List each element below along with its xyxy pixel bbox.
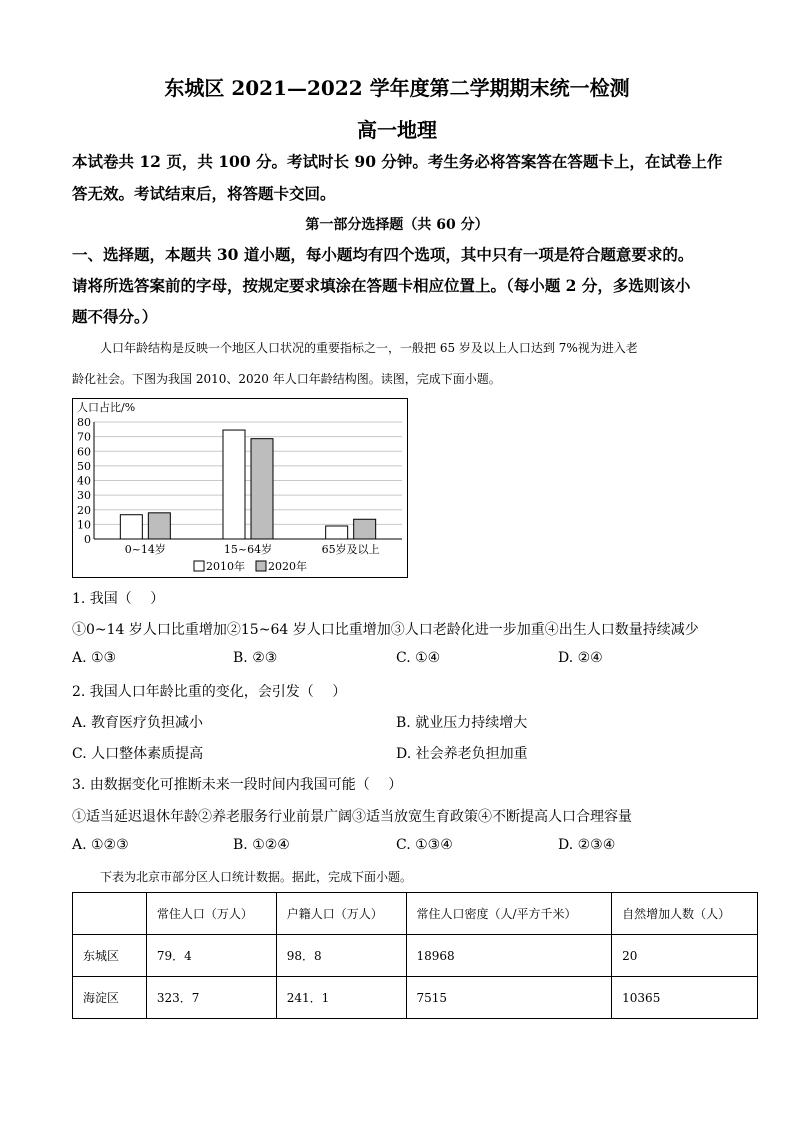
bar-2020年 <box>354 519 376 539</box>
q1-option-d[interactable]: D. ②④ <box>558 650 603 666</box>
q3-statements: ①适当延迟退休年龄②养老服务行业前景广阔③适当放宽生育政策④不断提高人口合理容量 <box>72 809 632 825</box>
bar-2020年 <box>251 439 273 539</box>
q3-option-c[interactable]: C. ①③④ <box>396 837 453 853</box>
category-label: 65岁及以上 <box>321 543 380 556</box>
legend-label: 2020年 <box>268 560 307 573</box>
table-cell: 79．4 <box>146 935 276 977</box>
bar-2020年 <box>148 513 170 539</box>
q1-stem: 1. 我国（ ） <box>72 591 165 607</box>
passage2-intro: 下表为北京市部分区人口统计数据。据此，完成下面小题。 <box>100 870 413 884</box>
bar-2010年 <box>326 526 348 539</box>
instructions-line-2: 答无效。考试结束后，将答题卡交回。 <box>72 184 336 203</box>
q1-option-a[interactable]: A. ①③ <box>72 650 117 666</box>
q2-option-a[interactable]: A. 教育医疗负担减小 <box>72 715 204 731</box>
category-label: 15~64岁 <box>223 543 273 556</box>
bar-2010年 <box>120 515 142 539</box>
table-header-cell: 自然增加人数（人） <box>612 893 758 935</box>
q3-stem: 3. 由数据变化可推断未来一段时间内我国可能（ ） <box>72 777 403 793</box>
q2-stem: 2. 我国人口年龄比重的变化，会引发（ ） <box>72 684 347 700</box>
table-header-cell: 户籍人口（万人） <box>276 893 406 935</box>
q2-option-c[interactable]: C. 人口整体素质提高 <box>72 746 204 762</box>
y-tick-label: 50 <box>77 459 91 473</box>
table-cell: 241．1 <box>276 977 406 1019</box>
exam-subtitle: 高一地理 <box>357 118 437 142</box>
table-cell: 7515 <box>406 977 612 1019</box>
legend-label: 2010年 <box>206 560 245 573</box>
table-row <box>73 977 758 1019</box>
instructions-line-1: 本试卷共 12 页，共 100 分。考试时长 90 分钟。考生务必将答案答在答题卡上，在试卷上作 <box>72 152 723 171</box>
part1-line-1: 一、选择题，本题共 30 道小题，每小题均有四个选项，其中只有一项是符合题意要求的。 <box>72 245 694 264</box>
q2-option-d[interactable]: D. 社会养老负担加重 <box>396 746 528 762</box>
q3-option-b[interactable]: B. ①②④ <box>233 837 290 853</box>
part1-line-3: 题不得分。） <box>72 307 158 326</box>
y-tick-label: 60 <box>77 445 91 459</box>
population-table <box>72 892 758 1019</box>
passage1-line-1: 人口年龄结构是反映一个地区人口状况的重要指标之一，一般把 65 岁及以上人口达到 7%视为进入老 <box>100 341 638 355</box>
y-axis-label: 人口占比/% <box>77 401 136 414</box>
q1-statements: ①0~14 岁人口比重增加②15~64 岁人口比重增加③人口老龄化进一步加重④出生人口数量持续减少 <box>72 622 699 638</box>
passage1-line-2: 龄化社会。下图为我国 2010、2020 年人口年龄结构图。读图，完成下面小题。 <box>72 372 501 386</box>
table-cell: 18968 <box>406 935 612 977</box>
category-label: 0~14岁 <box>124 543 166 556</box>
table-cell: 98．8 <box>276 935 406 977</box>
y-tick-label: 20 <box>77 503 91 517</box>
legend-swatch <box>194 561 204 571</box>
table-cell: 东城区 <box>73 935 147 977</box>
table-header-cell <box>73 893 147 935</box>
table-cell: 323．7 <box>146 977 276 1019</box>
table-cell: 20 <box>612 935 758 977</box>
table-cell: 海淀区 <box>73 977 147 1019</box>
table-cell: 10365 <box>612 977 758 1019</box>
q3-option-d[interactable]: D. ②③④ <box>558 837 616 853</box>
y-tick-label: 0 <box>84 533 91 546</box>
table-header-cell: 常住人口（万人） <box>146 893 276 935</box>
y-tick-label: 80 <box>77 416 91 429</box>
q2-option-b[interactable]: B. 就业压力持续增大 <box>396 715 528 731</box>
q1-option-c[interactable]: C. ①④ <box>396 650 441 666</box>
y-tick-label: 70 <box>77 430 91 444</box>
legend-swatch <box>256 561 266 571</box>
part1-line-2: 请将所选答案前的字母，按规定要求填涂在答题卡相应位置上。（每小题 2 分，多选则该小 <box>72 276 691 295</box>
q3-option-a[interactable]: A. ①②③ <box>72 837 129 853</box>
bar-2010年 <box>223 430 245 539</box>
y-tick-label: 30 <box>77 489 91 503</box>
y-tick-label: 10 <box>77 518 91 532</box>
table-header-row <box>73 893 758 935</box>
table-row <box>73 935 758 977</box>
q1-option-b[interactable]: B. ②③ <box>233 650 278 666</box>
part1-heading: 第一部分选择题（共 60 分） <box>305 217 489 233</box>
y-tick-label: 40 <box>77 474 91 488</box>
table-header-cell: 常住人口密度（人/平方千米） <box>406 893 612 935</box>
age-structure-chart <box>72 398 408 578</box>
exam-title: 东城区 2021—2022 学年度第二学期期末统一检测 <box>164 76 630 100</box>
